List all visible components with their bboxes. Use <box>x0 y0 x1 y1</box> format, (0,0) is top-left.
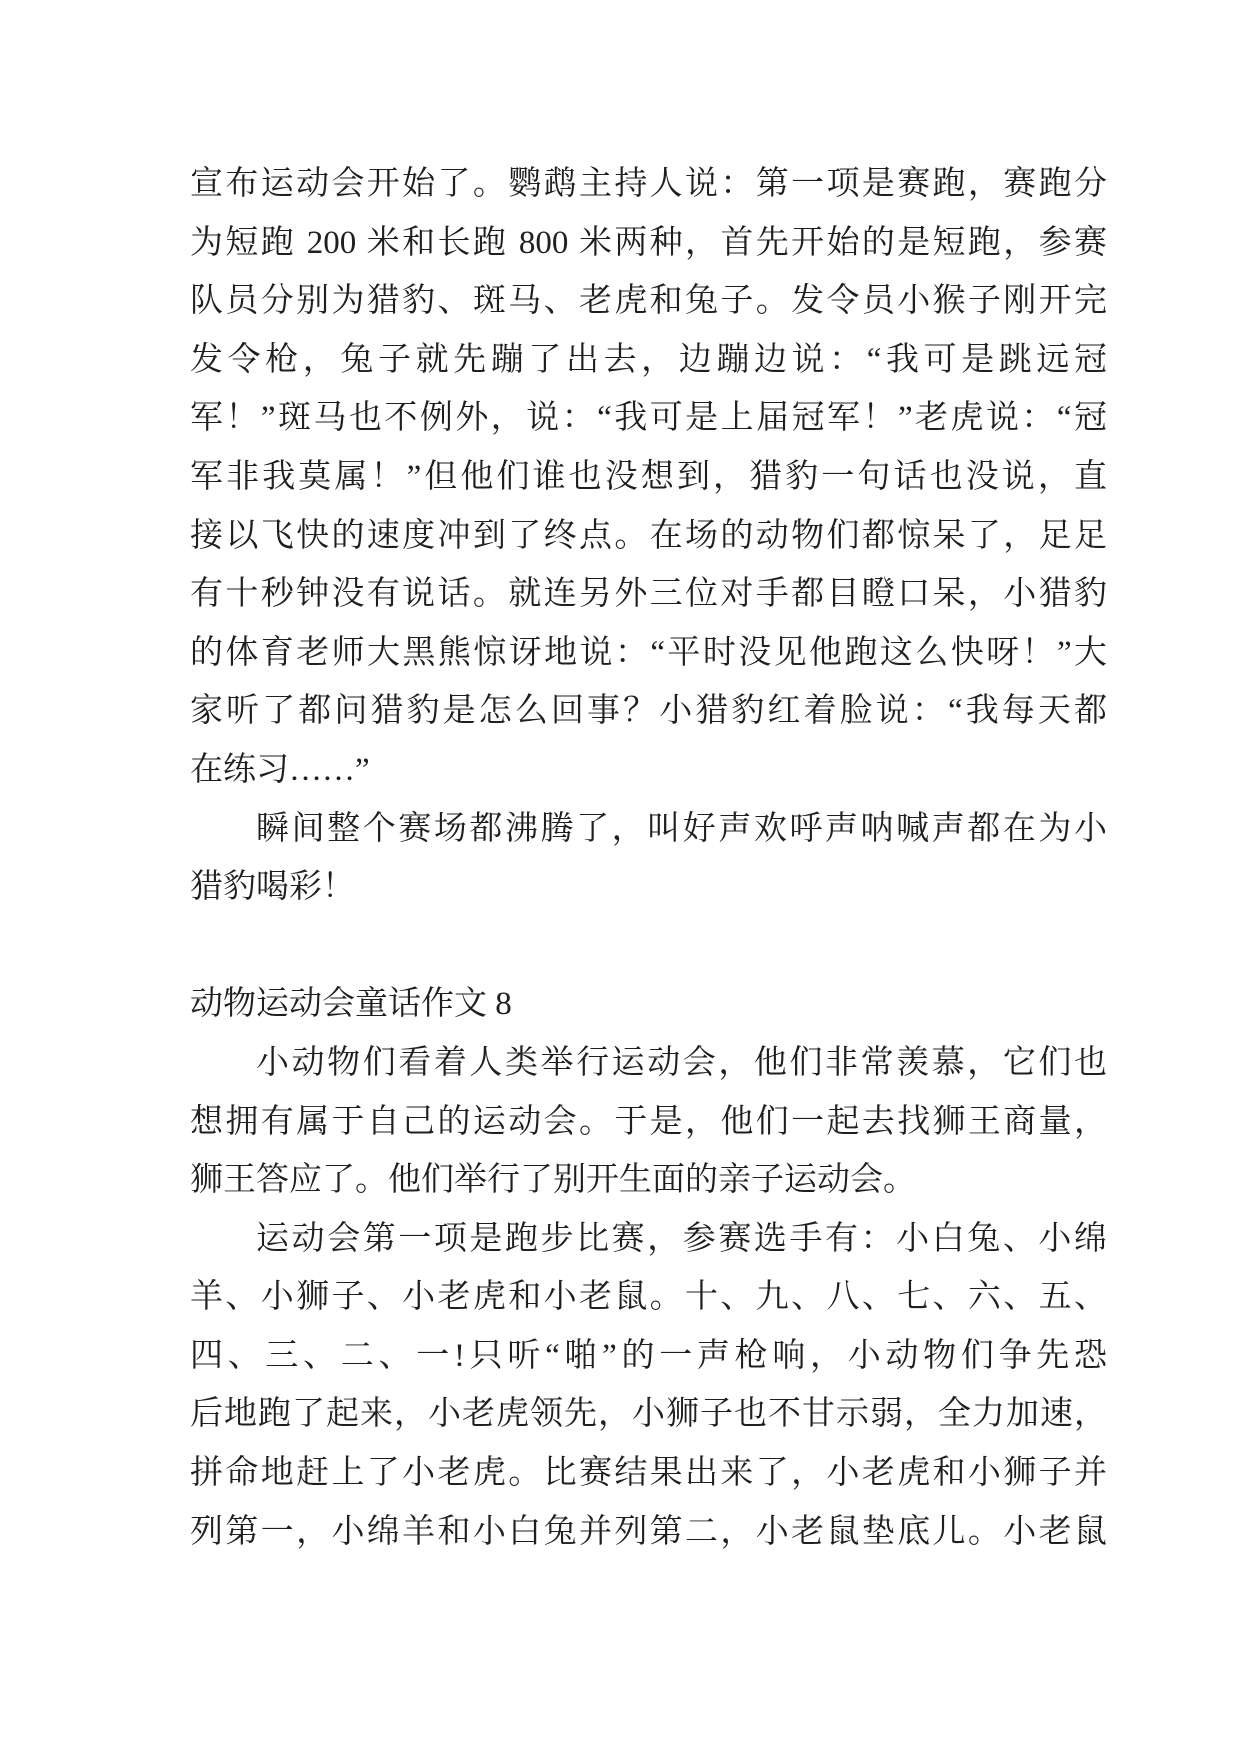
text-line: 小动物们看着人类举行运动会，他们非常羡慕，它们也 <box>256 1044 1107 1081</box>
text-line: 军！”斑马也不例外，说：“我可是上届冠军！”老虎说：“冠 <box>190 400 1107 437</box>
text-line: 想拥有属于自己的运动会。于是，他们一起去找狮王商量， <box>190 1103 1107 1140</box>
text-line: 军非我莫属！”但他们谁也没想到，猎豹一句话也没说，直 <box>190 458 1107 495</box>
text-line: 瞬间整个赛场都沸腾了，叫好声欢呼声呐喊声都在为小 <box>256 810 1107 847</box>
text-line: 发令枪，兔子就先蹦了出去，边蹦边说：“我可是跳远冠 <box>190 341 1107 378</box>
text-line: 家听了都问猎豹是怎么回事？小猎豹红着脸说：“我每天都 <box>190 693 1107 730</box>
blank-line <box>190 917 1107 976</box>
text-content <box>190 155 1107 1561</box>
text-line: 的体育老师大黑熊惊讶地说：“平时没见他跑这么快呀！”大 <box>190 634 1107 671</box>
paragraph <box>190 1034 1107 1210</box>
text-line: 猎豹喝彩！ <box>190 869 355 906</box>
paragraph <box>190 1210 1107 1562</box>
text-line: 拼命地赶上了小老虎。比赛结果出来了，小老虎和小狮子并 <box>190 1455 1107 1492</box>
text-line: 列第一，小绵羊和小白兔并列第二，小老鼠垫底儿。小老鼠 <box>190 1513 1107 1550</box>
text-line: 四、三、二、一!只听“啪”的一声枪响，小动物们争先恐 <box>190 1337 1107 1374</box>
text-line: 运动会第一项是跑步比赛，参赛选手有：小白兔、小绵 <box>256 1220 1107 1257</box>
paragraph-continuation <box>190 155 1107 800</box>
text-line: 在练习……” <box>190 751 370 788</box>
text-line: 狮王答应了。他们举行了别开生面的亲子运动会。 <box>190 1162 916 1199</box>
text-line: 羊、小狮子、小老虎和小老鼠。十、九、八、七、六、五、 <box>190 1279 1107 1316</box>
text-line: 宣布运动会开始了。鹦鹉主持人说：第一项是赛跑，赛跑分 <box>190 166 1107 202</box>
section-heading: 动物运动会童话作文 8 <box>190 986 512 1023</box>
text-line: 为短跑 200 米和长跑 800 米两种，首先开始的是短跑，参赛 <box>190 224 1107 261</box>
paragraph <box>190 800 1107 917</box>
text-line: 有十秒钟没有说话。就连另外三位对手都目瞪口呆，小猎豹 <box>190 576 1107 613</box>
text-line: 队员分别为猎豹、斑马、老虎和兔子。发令员小猴子刚开完 <box>190 283 1107 320</box>
text-line: 接以飞快的速度冲到了终点。在场的动物们都惊呆了，足足 <box>190 517 1107 554</box>
text-line: 后地跑了起来，小老虎领先，小狮子也不甘示弱，全力加速， <box>190 1396 1107 1433</box>
